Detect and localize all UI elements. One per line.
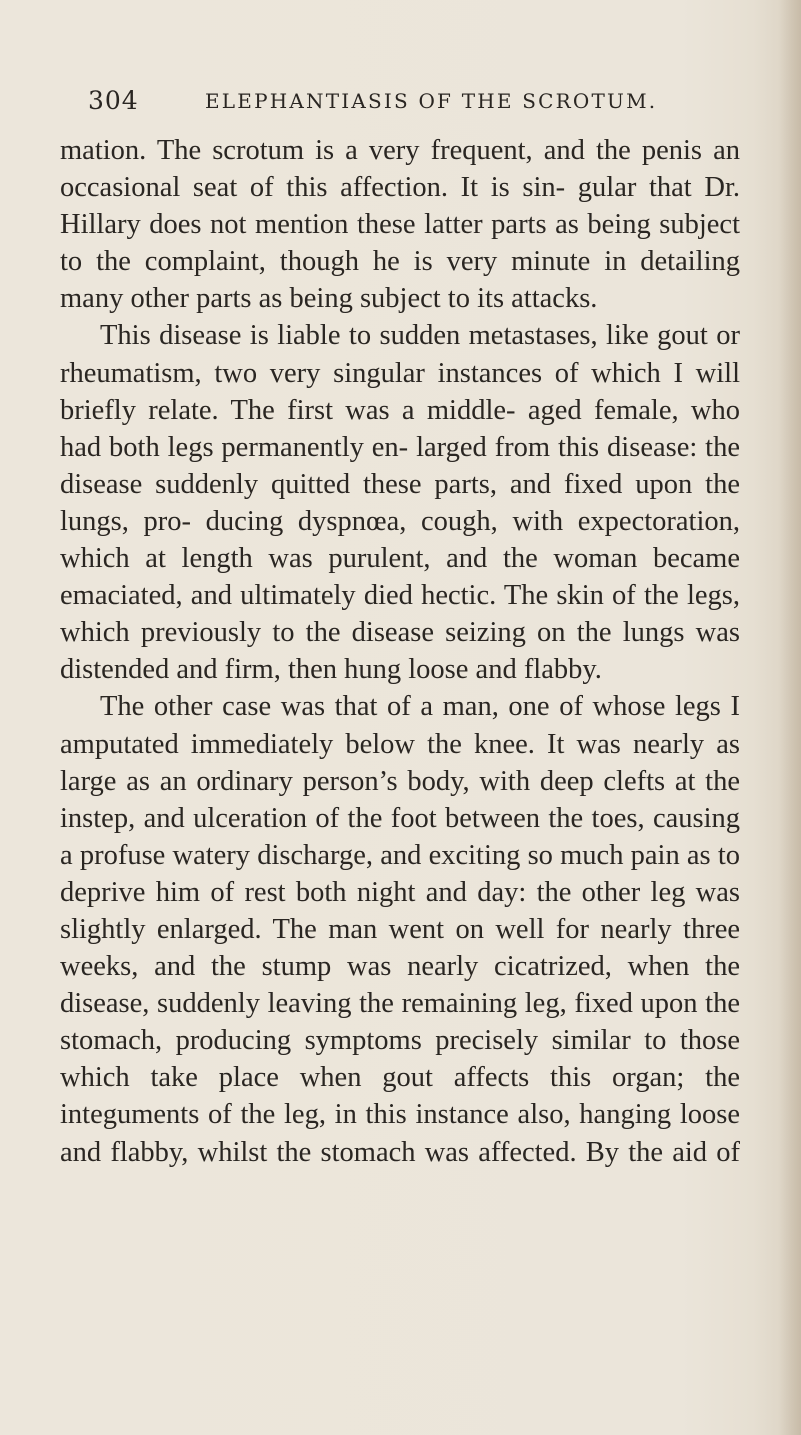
body-text xyxy=(60,132,740,1171)
page-edge-shadow xyxy=(779,0,801,1435)
paragraph-2: This disease is liable to sudden metastases, like gout or rheumatism, two very singular instances of which I will briefly relate. The first was a middle- aged female, who had both legs permanently en- larged from this disease: the disease suddenly quitted these parts, and fixed upon the lungs, pro- ducing dyspnœa, cough, with expectoration, which at length was purulent, and the woman became emaciated, and ultimately died hectic. The skin of the legs, which previously to the disease seizing on the lungs was distended and firm, then hung loose and flabby. xyxy=(60,320,740,686)
paragraph-1: mation. The scrotum is a very frequent, and the penis an occasional seat of this affection. It is sin- gular that Dr. Hillary does not mention these latter parts as being subject to the complaint, though he is very minute in detailing many other parts as being subject to its attacks. xyxy=(60,135,740,315)
paragraph-3: The other case was that of a man, one of whose legs I amputated immediately below the knee. It was nearly as large as an ordinary person’s body, with deep clefts at the instep, and ulceration of the foot between the toes, causing a profuse watery discharge, and exciting so much pain as to deprive him of rest both night and day: the other leg was slightly enlarged. The man went on well for nearly three weeks, and the stump was nearly cicatrized, when the disease, suddenly leaving the remaining leg, fixed upon the stomach, producing symptoms precisely similar to those which take place when gout affects this organ; the integuments of the leg, in this instance also, hanging loose and flabby, whilst the stomach was affected. By the aid of xyxy=(60,691,740,1168)
running-title: ELEPHANTIASIS OF THE SCROTUM. xyxy=(205,89,658,113)
page-header xyxy=(88,86,728,116)
page-number: 304 xyxy=(88,86,139,115)
